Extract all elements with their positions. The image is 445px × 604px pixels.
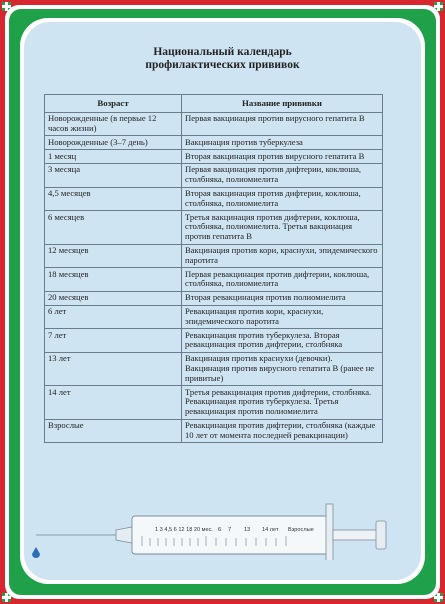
table-row bbox=[45, 305, 383, 329]
syringe-flange bbox=[326, 504, 333, 560]
age-cell: 7 лет bbox=[45, 329, 182, 353]
syringe-plunger-rod bbox=[333, 530, 377, 540]
age-cell: Новорожденные (в первые 12 часов жизни) bbox=[45, 112, 182, 136]
table-row bbox=[45, 211, 383, 244]
vaccine-cell: Вакцинация против туберкулеза bbox=[182, 136, 383, 150]
vaccine-cell: Третья ревакцинация против дифтерии, столбняка. Ревакцинация против туберкулеза. Третья ревакцинация против полиомиелита bbox=[182, 386, 383, 419]
table-row bbox=[45, 352, 383, 385]
syringe-tip bbox=[116, 527, 132, 543]
age-cell: 13 лет bbox=[45, 352, 182, 385]
table-row bbox=[45, 268, 383, 292]
age-cell: 1 месяц bbox=[45, 150, 182, 164]
table-row bbox=[45, 386, 383, 419]
vaccine-cell: Ревакцинация против дифтерии, столбняка (каждые 10 лет от момента последней ревакцинации) bbox=[182, 419, 383, 443]
table-row bbox=[45, 163, 383, 187]
table-row bbox=[45, 150, 383, 164]
column-header-vaccine: Название прививки bbox=[182, 95, 383, 113]
syringe-illustration bbox=[30, 500, 414, 560]
vaccine-cell: Первая вакцинация против вирусного гепатита В bbox=[182, 112, 383, 136]
vaccination-table bbox=[44, 94, 383, 443]
column-header-age: Возраст bbox=[45, 95, 182, 113]
vaccine-cell: Ревакцинация против туберкулеза. Вторая ревакцинация против дифтерии, столбняка bbox=[182, 329, 383, 353]
table-row bbox=[45, 291, 383, 305]
syringe-scale-label: 7 bbox=[228, 527, 232, 533]
syringe-scale-label: 1 3 4,5 6 12 18 20 мес. bbox=[155, 527, 213, 533]
vaccine-cell: Третья вакцинация против дифтерии, коклюша, столбняка, полиомиелита. Третья вакцинация против гепатита В bbox=[182, 211, 383, 244]
syringe-scale-label: 6 bbox=[218, 527, 222, 533]
title-line-1: Национальный календарь bbox=[153, 46, 292, 58]
age-cell: 6 месяцев bbox=[45, 211, 182, 244]
vaccine-cell: Первая вакцинация против дифтерии, коклюша, столбняка, полиомиелита bbox=[182, 163, 383, 187]
vaccine-cell: Вторая вакцинация против вирусного гепатита В bbox=[182, 150, 383, 164]
vaccine-cell: Вторая ревакцинация против полиомиелита bbox=[182, 291, 383, 305]
drop-icon bbox=[32, 547, 40, 558]
age-cell: 3 месяца bbox=[45, 163, 182, 187]
age-cell: Взрослые bbox=[45, 419, 182, 443]
age-cell: 18 месяцев bbox=[45, 268, 182, 292]
syringe-barrel bbox=[132, 516, 328, 554]
vaccine-cell: Первая ревакцинация против дифтерии, коклюша, столбняка, полиомиелита bbox=[182, 268, 383, 292]
table-row bbox=[45, 244, 383, 268]
age-cell: 14 лет bbox=[45, 386, 182, 419]
vaccine-cell: Вторая вакцинация против дифтерии, коклюша, столбняка, полиомиелита bbox=[182, 187, 383, 211]
syringe-plunger-cap bbox=[376, 521, 386, 549]
table-header-row bbox=[45, 95, 383, 113]
syringe-scale-label: Взрослые bbox=[288, 527, 314, 533]
table-row bbox=[45, 329, 383, 353]
age-cell: 6 лет bbox=[45, 305, 182, 329]
table-row bbox=[45, 187, 383, 211]
table-row bbox=[45, 136, 383, 150]
age-cell: Новорожденные (3–7 день) bbox=[45, 136, 182, 150]
table-row bbox=[45, 112, 383, 136]
vaccine-cell: Ревакцинация против кори, краснухи, эпидемического паротита bbox=[182, 305, 383, 329]
syringe-scale-label: 13 bbox=[244, 527, 251, 533]
age-cell: 4,5 месяцев bbox=[45, 187, 182, 211]
vaccine-cell: Вакцинация против краснухи (девочки). Вакцинация против вирусного гепатита В (ранее не привитые) bbox=[182, 352, 383, 385]
page-title bbox=[24, 46, 421, 72]
table-row bbox=[45, 419, 383, 443]
age-cell: 12 месяцев bbox=[45, 244, 182, 268]
age-cell: 20 месяцев bbox=[45, 291, 182, 305]
vaccine-cell: Вакцинация против кори, краснухи, эпидемического паротита bbox=[182, 244, 383, 268]
syringe-scale-label: 14 лет bbox=[262, 527, 279, 533]
title-line-2: профилактических прививок bbox=[145, 59, 300, 71]
